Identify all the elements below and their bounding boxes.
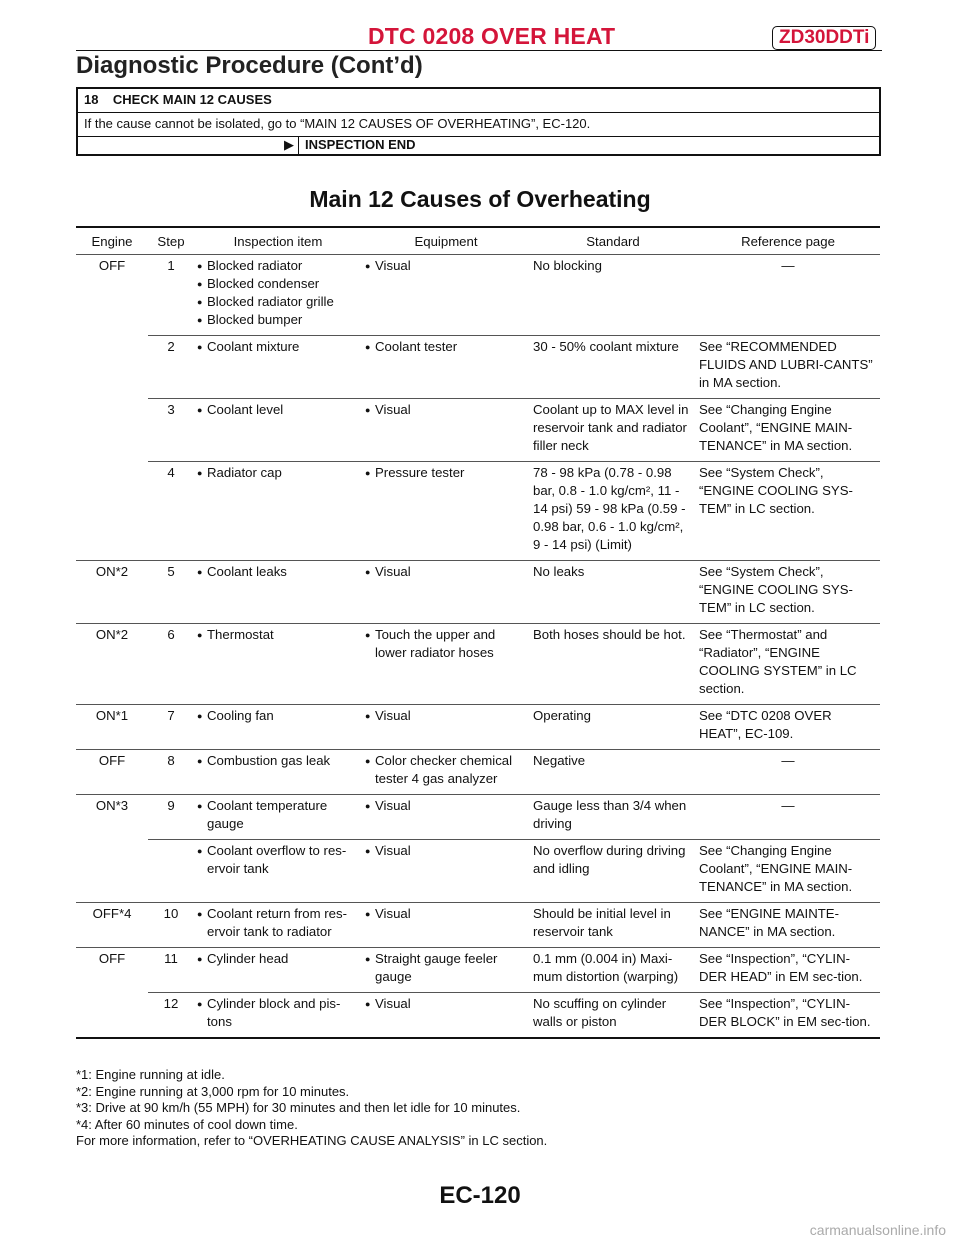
equipment-cell [362,705,530,750]
inspection-item: ● Coolant return from res-ervoir tank to radiator [197,905,359,941]
inspection-item-cell [194,336,362,399]
table-row [76,624,880,705]
engine-cell: OFF [76,750,148,795]
inspection-item: ● Coolant temperature gauge [197,797,359,833]
reference-cell: — [696,750,880,795]
equipment-cell [362,561,530,624]
col-inspection-item: Inspection item [233,234,323,249]
table-header-row [76,230,880,255]
inspection-end-label: INSPECTION END [305,137,416,152]
reference-cell: See “ENGINE MAINTE-NANCE” in MA section. [696,903,880,948]
equipment-cell [362,840,530,903]
equipment-item: ● Pressure tester [365,464,527,482]
standard-cell: No blocking [530,255,696,336]
reference-cell: See “System Check”, “ENGINE COOLING SYS-TEM” in LC section. [696,561,880,624]
equipment-item: ● Visual [365,563,527,581]
step-cell: 11 [148,948,194,993]
table-row [76,903,880,948]
engine-cell: OFF*4 [76,903,148,948]
inspection-item-cell [194,705,362,750]
arrow-icon: ▶ [78,137,299,154]
standard-cell: 78 - 98 kPa (0.78 - 0.98 bar, 0.8 - 1.0 kg/cm², 11 - 14 psi) 59 - 98 kPa (0.59 - 0.98 bar, 0.6 - 1.0 kg/cm², 9 - 14 psi) (Limit) [530,462,696,561]
step-heading: 18 CHECK MAIN 12 CAUSES [78,89,879,113]
causes-table [76,230,880,1039]
engine-code-badge: ZD30DDTi [772,26,876,50]
reference-cell: See “Changing Engine Coolant”, “ENGINE MAIN-TENANCE” in MA section. [696,840,880,903]
inspection-item: ● Blocked radiator [197,257,359,275]
table-row [76,462,880,561]
step-cell: 10 [148,903,194,948]
table-row [76,255,880,336]
col-standard: Standard [586,234,640,249]
equipment-item: ● Visual [365,995,527,1013]
equipment-item: ● Visual [365,401,527,419]
inspection-item-cell [194,903,362,948]
header-divider [76,50,882,51]
equipment-cell [362,750,530,795]
standard-cell: Negative [530,750,696,795]
standard-cell: Gauge less than 3/4 when driving [530,795,696,840]
step-18-box [76,87,881,156]
reference-cell: See “Changing Engine Coolant”, “ENGINE MAIN-TENANCE” in MA section. [696,399,880,462]
footnotes [76,1067,547,1150]
step-cell: 1 [148,255,194,336]
inspection-item: ● Coolant leaks [197,563,359,581]
footnote: *4: After 60 minutes of cool down time. [76,1116,298,1132]
footnote: *2: Engine running at 3,000 rpm for 10 minutes. [76,1083,350,1099]
equipment-item: ● Straight gauge feeler gauge [365,950,527,986]
inspection-item-cell [194,561,362,624]
step-cell: 4 [148,462,194,561]
col-equipment: Equipment [414,234,478,249]
footnote: *3: Drive at 90 km/h (55 MPH) for 30 minutes and then let idle for 10 minutes. [76,1100,521,1115]
table-row [76,705,880,750]
inspection-item: ● Blocked bumper [197,311,359,329]
standard-cell: No overflow during driving and idling [530,840,696,903]
col-reference: Reference page [741,234,835,249]
page-number: EC-120 [439,1182,521,1209]
table-row [76,336,880,399]
main-title: Main 12 Causes of Overheating [309,186,651,212]
equipment-cell [362,993,530,1039]
engine-cell: OFF [76,255,148,336]
equipment-item: ● Visual [365,257,527,275]
equipment-cell [362,336,530,399]
engine-cell [76,993,148,1039]
inspection-item: ● Cylinder block and pis-tons [197,995,359,1031]
equipment-cell [362,399,530,462]
inspection-item-cell [194,750,362,795]
col-step: Step [157,234,185,249]
equipment-cell [362,948,530,993]
page-subtitle: Diagnostic Procedure (Cont’d) [76,52,423,79]
standard-cell: No scuffing on cylinder walls or piston [530,993,696,1039]
table-row [76,750,880,795]
reference-cell: See “DTC 0208 OVER HEAT”, EC-109. [696,705,880,750]
inspection-item-cell [194,993,362,1039]
equipment-item: ● Visual [365,905,527,923]
inspection-item-cell [194,399,362,462]
engine-cell: ON*1 [76,705,148,750]
engine-cell: OFF [76,948,148,993]
standard-cell: No leaks [530,561,696,624]
table-row [76,561,880,624]
inspection-item: ● Cooling fan [197,707,359,725]
step-cell: 2 [148,336,194,399]
reference-cell: — [696,255,880,336]
footnote: *1: Engine running at idle. [76,1067,225,1082]
col-engine: Engine [91,234,133,249]
standard-cell: Should be initial level in reservoir tank [530,903,696,948]
step-cell: 8 [148,750,194,795]
equipment-item: ● Coolant tester [365,338,527,356]
equipment-cell [362,624,530,705]
inspection-item: ● Coolant level [197,401,359,419]
engine-cell [76,336,148,399]
reference-cell: See “System Check”, “ENGINE COOLING SYS-TEM” in LC section. [696,462,880,561]
inspection-item-cell [194,462,362,561]
equipment-item: ● Visual [365,707,527,725]
table-row [76,948,880,993]
reference-cell: — [696,795,880,840]
equipment-cell [362,462,530,561]
inspection-item: ● Cylinder head [197,950,359,968]
inspection-item-cell [194,948,362,993]
inspection-item: ● Blocked radiator grille [197,293,359,311]
footnote: For more information, refer to “OVERHEATING CAUSE ANALYSIS” in LC section. [76,1133,548,1148]
equipment-cell [362,255,530,336]
engine-cell: ON*2 [76,624,148,705]
inspection-item-cell [194,624,362,705]
step-cell [148,840,194,903]
inspection-item: ● Blocked condenser [197,275,359,293]
inspection-item-cell [194,840,362,903]
equipment-item: ● Touch the upper and lower radiator hoses [365,626,527,662]
step-cell: 6 [148,624,194,705]
section-title: DTC 0208 OVER HEAT [368,23,616,49]
equipment-item: ● Visual [365,842,527,860]
watermark: carmanualsonline.info [809,1222,946,1238]
standard-cell: Coolant up to MAX level in reservoir tank and radiator filler neck [530,399,696,462]
step-cell: 5 [148,561,194,624]
reference-cell: See “Inspection”, “CYLIN-DER BLOCK” in EM sec-tion. [696,993,880,1039]
step-instruction: If the cause cannot be isolated, go to “MAIN 12 CAUSES OF OVERHEATING”, EC-120. [78,113,879,137]
table-row [76,993,880,1039]
inspection-item: ● Coolant mixture [197,338,359,356]
reference-cell: See “RECOMMENDED FLUIDS AND LUBRI-CANTS” in MA section. [696,336,880,399]
step-cell: 12 [148,993,194,1039]
equipment-cell [362,795,530,840]
inspection-item: ● Combustion gas leak [197,752,359,770]
inspection-item-cell [194,795,362,840]
inspection-item: ● Coolant overflow to res-ervoir tank [197,842,359,878]
engine-cell [76,840,148,903]
table-row [76,399,880,462]
standard-cell: Both hoses should be hot. [530,624,696,705]
reference-cell: See “Thermostat” and “Radiator”, “ENGINE COOLING SYSTEM” in LC section. [696,624,880,705]
equipment-item: ● Visual [365,797,527,815]
equipment-item: ● Color checker chemical tester 4 gas analyzer [365,752,527,788]
table-top-rule [76,226,880,228]
inspection-item-cell [194,255,362,336]
step-cell: 9 [148,795,194,840]
engine-cell [76,462,148,561]
standard-cell: Operating [530,705,696,750]
inspection-item: ● Thermostat [197,626,359,644]
inspection-item: ● Radiator cap [197,464,359,482]
engine-cell: ON*3 [76,795,148,840]
table-row [76,840,880,903]
standard-cell: 30 - 50% coolant mixture [530,336,696,399]
step-navigation [78,137,879,154]
engine-cell: ON*2 [76,561,148,624]
step-cell: 3 [148,399,194,462]
equipment-cell [362,903,530,948]
engine-cell [76,399,148,462]
table-row [76,795,880,840]
standard-cell: 0.1 mm (0.004 in) Maxi-mum distortion (warping) [530,948,696,993]
step-cell: 7 [148,705,194,750]
reference-cell: See “Inspection”, “CYLIN-DER HEAD” in EM sec-tion. [696,948,880,993]
